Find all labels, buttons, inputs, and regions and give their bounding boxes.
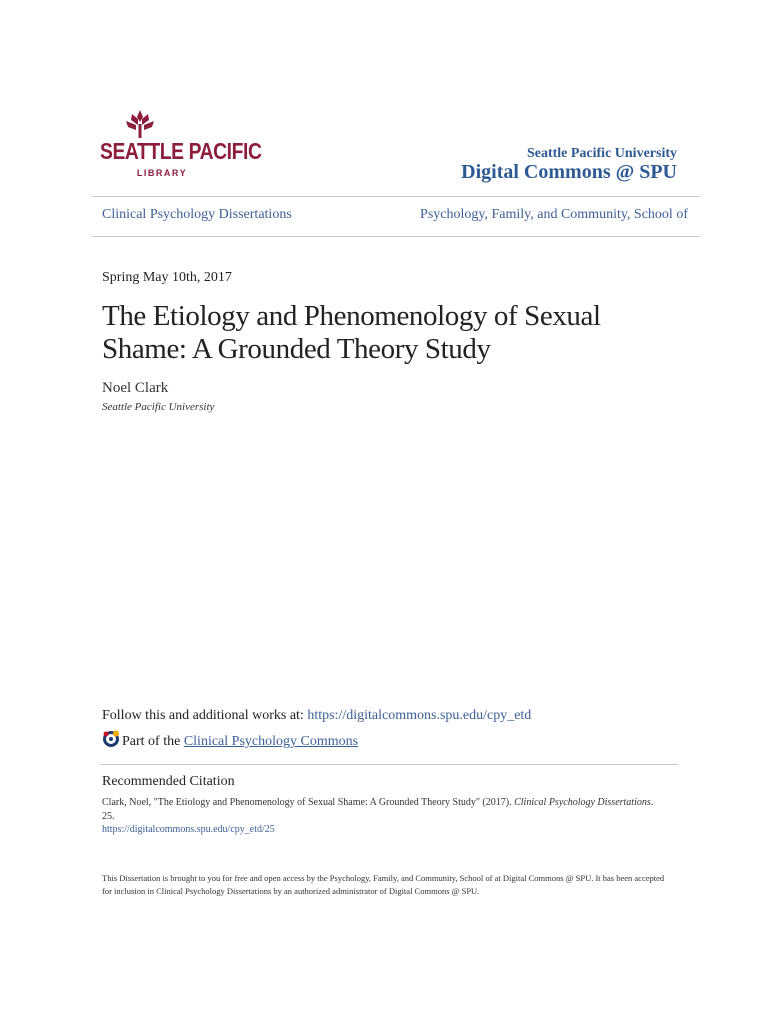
access-note: This Dissertation is brought to you for free and open access by the Psychology, Family, and Community, School of at Digital Commons @ SPU. It has been accepted for inclusion in Clinical Psychology Dissertations by an authorized administrator of Digital Commons @ SPU. bbox=[102, 873, 665, 896]
follow-url-link[interactable]: https://digitalcommons.spu.edu/cpy_etd bbox=[307, 708, 532, 723]
library-logo bbox=[100, 108, 262, 180]
repository-name[interactable]: Digital Commons @ SPU bbox=[461, 161, 677, 183]
citation-divider bbox=[100, 764, 678, 765]
repository-university[interactable]: Seattle Pacific University bbox=[526, 146, 677, 161]
citation-number: . 25. bbox=[102, 797, 654, 822]
author-affiliation: Seattle Pacific University bbox=[102, 401, 215, 413]
header-divider bbox=[92, 196, 700, 197]
nav-divider bbox=[92, 236, 700, 237]
network-icon bbox=[102, 730, 120, 748]
part-of-line bbox=[102, 730, 358, 750]
author-name: Noel Clark bbox=[102, 380, 169, 396]
citation-url-link[interactable]: https://digitalcommons.spu.edu/cpy_etd/25 bbox=[102, 824, 275, 835]
flower-emblem-icon bbox=[122, 108, 158, 138]
logo-name: SEATTLE PACIFIC bbox=[100, 138, 262, 164]
citation-text bbox=[102, 796, 662, 824]
department-link[interactable]: Psychology, Family, and Community, School of bbox=[420, 207, 688, 222]
part-of-prefix: Part of the bbox=[122, 734, 184, 749]
collection-link[interactable]: Clinical Psychology Dissertations bbox=[102, 207, 292, 222]
logo-subtitle: LIBRARY bbox=[136, 168, 188, 178]
document-title: The Etiology and Phenomenology of Sexual Shame: A Grounded Theory Study bbox=[102, 300, 601, 365]
citation-heading: Recommended Citation bbox=[102, 774, 235, 789]
citation-series: Clinical Psychology Dissertations bbox=[514, 797, 651, 808]
follow-line bbox=[102, 708, 531, 724]
clinical-psychology-commons-link[interactable]: Clinical Psychology Commons bbox=[183, 734, 359, 749]
publication-date: Spring May 10th, 2017 bbox=[102, 270, 232, 285]
citation-main: Clark, Noel, "The Etiology and Phenomenology of Sexual Shame: A Grounded Theory Study" (2017). bbox=[102, 797, 515, 808]
follow-prefix: Follow this and additional works at: bbox=[102, 708, 308, 723]
